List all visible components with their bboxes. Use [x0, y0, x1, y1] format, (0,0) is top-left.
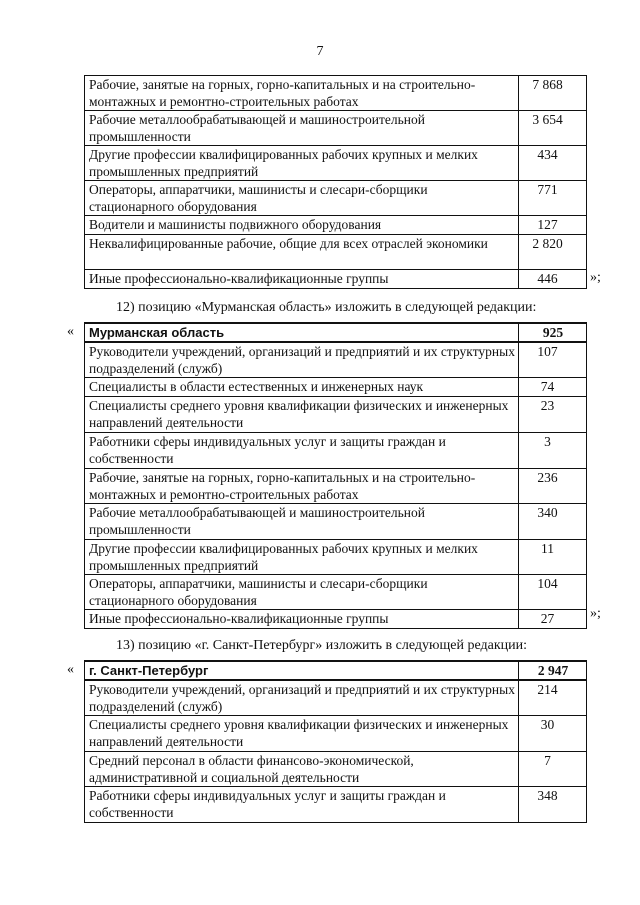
saint-petersburg-table — [84, 660, 587, 823]
row-label: Иные профессионально-квалификационные группы — [85, 270, 519, 289]
row-value: 236 — [519, 469, 587, 504]
table-row — [85, 76, 587, 111]
row-label: Неквалифицированные рабочие, общие для всех отраслей экономики — [85, 235, 519, 270]
table-row — [85, 378, 587, 397]
row-value: 27 — [519, 610, 587, 629]
table-row — [85, 787, 587, 823]
row-label: Руководители учреждений, организаций и предприятий и их структурных подразделений (служб) — [85, 342, 519, 378]
table-row — [85, 540, 587, 575]
table-row — [85, 610, 587, 629]
row-label: Рабочие, занятые на горных, горно-капитальных и на строительно-монтажных и ремонтно-строительных работах — [85, 469, 519, 504]
row-label: Работники сферы индивидуальных услуг и защиты граждан и собственности — [85, 787, 519, 823]
closing-quote-mark: »; — [590, 606, 601, 621]
row-value: 2 820 — [519, 235, 587, 270]
row-value: 3 — [519, 433, 587, 469]
row-value: 7 — [519, 752, 587, 787]
row-value: 214 — [519, 680, 587, 716]
row-value: 7 868 — [519, 76, 587, 111]
table-row — [85, 575, 587, 610]
row-value: 348 — [519, 787, 587, 823]
region-total: 2 947 — [519, 661, 587, 680]
table-row — [85, 433, 587, 469]
table-row — [85, 181, 587, 216]
row-label: Иные профессионально-квалификационные группы — [85, 610, 519, 629]
row-label: Операторы, аппаратчики, машинисты и слесари-сборщики стационарного оборудования — [85, 575, 519, 610]
table-row — [85, 752, 587, 787]
table-row — [85, 469, 587, 504]
row-label: Работники сферы индивидуальных услуг и защиты граждан и собственности — [85, 433, 519, 469]
row-label: Рабочие, занятые на горных, горно-капитальных и на строительно-монтажных и ремонтно-строительных работах — [85, 76, 519, 111]
row-value: 107 — [519, 342, 587, 378]
row-value: 434 — [519, 146, 587, 181]
row-label: Другие профессии квалифицированных рабочих крупных и мелких промышленных предприятий — [85, 146, 519, 181]
row-value: 23 — [519, 397, 587, 433]
row-value: 74 — [519, 378, 587, 397]
table-row — [85, 716, 587, 752]
row-label: Средний персонал в области финансово-экономической, административной и социальной деятельности — [85, 752, 519, 787]
row-label: Операторы, аппаратчики, машинисты и слесари-сборщики стационарного оборудования — [85, 181, 519, 216]
row-value: 104 — [519, 575, 587, 610]
row-label: Специалисты среднего уровня квалификации физических и инженерных направлений деятельности — [85, 397, 519, 433]
section-12-intro: 12) позицию «Мурманская область» изложить в следующей редакции: — [116, 300, 537, 315]
row-value: 30 — [519, 716, 587, 752]
row-label: Руководители учреждений, организаций и предприятий и их структурных подразделений (служб) — [85, 680, 519, 716]
table-row — [85, 680, 587, 716]
table-header-row — [85, 323, 587, 342]
region-name: Мурманская область — [85, 323, 519, 342]
table-row — [85, 216, 587, 235]
opening-quote-mark: « — [67, 662, 74, 677]
section-13-intro: 13) позицию «г. Санкт-Петербург» изложить в следующей редакции: — [116, 638, 527, 653]
row-label: Рабочие металлообрабатывающей и машиностроительной промышленности — [85, 111, 519, 146]
table-row — [85, 146, 587, 181]
opening-quote-mark: « — [67, 324, 74, 339]
table-row — [85, 504, 587, 540]
row-value: 446 — [519, 270, 587, 289]
region-total: 925 — [519, 323, 587, 342]
row-label: Специалисты среднего уровня квалификации физических и инженерных направлений деятельности — [85, 716, 519, 752]
table-row — [85, 342, 587, 378]
table-header-row — [85, 661, 587, 680]
row-value: 127 — [519, 216, 587, 235]
region-name: г. Санкт-Петербург — [85, 661, 519, 680]
row-value: 340 — [519, 504, 587, 540]
row-value: 11 — [519, 540, 587, 575]
table-row — [85, 235, 587, 270]
murmansk-table — [84, 322, 587, 629]
row-label: Водители и машинисты подвижного оборудования — [85, 216, 519, 235]
table-row — [85, 270, 587, 289]
table-row — [85, 111, 587, 146]
closing-quote-mark: »; — [590, 270, 601, 285]
row-value: 771 — [519, 181, 587, 216]
row-label: Специалисты в области естественных и инженерных наук — [85, 378, 519, 397]
table-row — [85, 397, 587, 433]
row-label: Другие профессии квалифицированных рабочих крупных и мелких промышленных предприятий — [85, 540, 519, 575]
page-number: 7 — [316, 44, 324, 59]
occupation-table-continued — [84, 75, 587, 289]
row-label: Рабочие металлообрабатывающей и машиностроительной промышленности — [85, 504, 519, 540]
row-value: 3 654 — [519, 111, 587, 146]
